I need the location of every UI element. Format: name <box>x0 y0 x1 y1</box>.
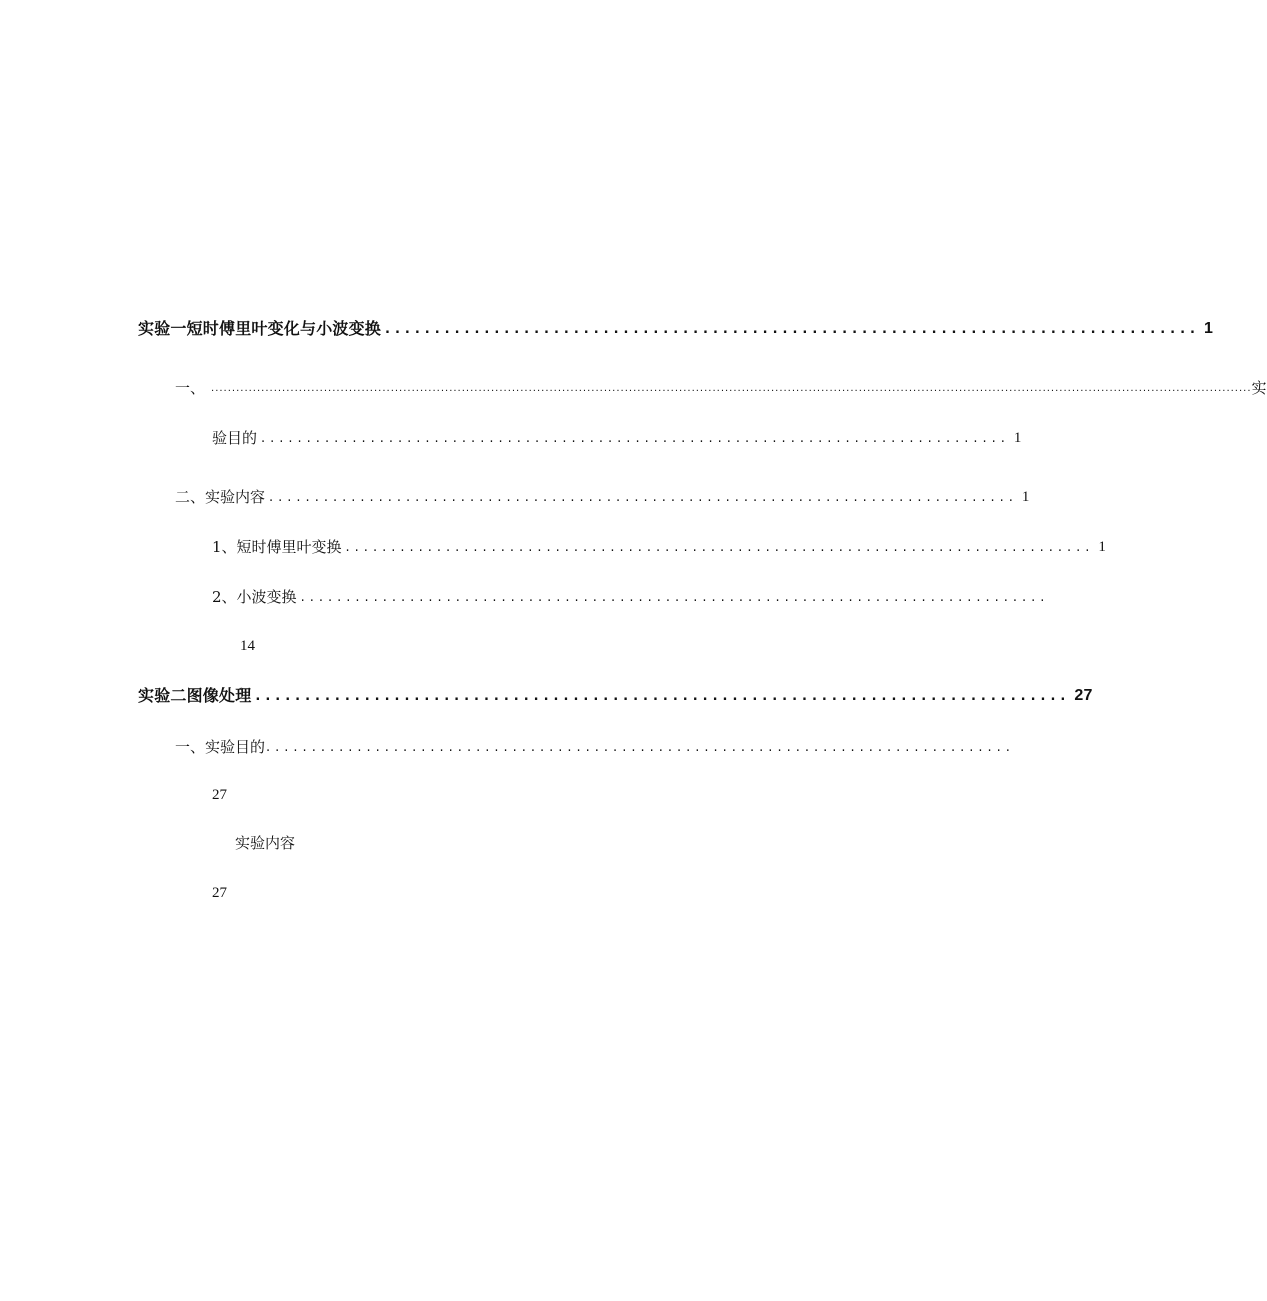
toc-chapter-2-title: 实验二图像处理 <box>138 686 252 705</box>
toc-ch1-sec2-page: 1 <box>1021 489 1030 505</box>
toc-ch2-sec1-marker: 一、 <box>175 738 206 756</box>
toc-ch1-sec1-wrap-char: 实 <box>1251 379 1267 397</box>
dot-leader: ......................................................................................................................................................................................................................................................... <box>211 383 1252 394</box>
toc-ch2-sec1-page: 27 <box>212 787 227 803</box>
toc-ch1-sub2-marker: 2、 <box>212 588 237 606</box>
toc-entry-ch1-section-2[interactable] <box>175 488 1030 506</box>
dot-leader: .................................................................................. <box>261 431 1010 446</box>
toc-ch1-sec1-title-cont: 验目的 <box>212 429 258 447</box>
dot-leader: .................................................................................. <box>266 740 1015 755</box>
toc-ch1-sec1-page: 1 <box>1013 430 1022 446</box>
toc-entry-ch1-section-1[interactable] <box>175 379 1267 397</box>
toc-ch1-sub1-title: 1、短时傅里叶变换 <box>212 538 342 556</box>
toc-ch1-sub2-page: 14 <box>240 638 255 654</box>
toc-ch1-sec2-title: 实验内容 <box>205 488 266 506</box>
toc-ch1-sub2-title: 小波变换 <box>236 588 297 606</box>
toc-entry-ch1-sub-2[interactable] <box>212 588 1050 606</box>
toc-ch1-sub1-page: 1 <box>1098 539 1106 555</box>
dot-leader: .................................................................................. <box>385 322 1200 337</box>
dot-leader: .................................................................................. <box>255 689 1071 704</box>
toc-chapter-2-page: 27 <box>1074 687 1093 704</box>
dot-leader: .................................................................................. <box>269 490 1018 505</box>
toc-ch1-sec2-marker: 二、 <box>175 488 206 506</box>
toc-entry-chapter-1[interactable] <box>138 319 1214 338</box>
toc-ch2-sec1-title: 实验目的 <box>205 738 266 756</box>
dot-leader: .................................................................................. <box>300 590 1050 605</box>
toc-entry-ch2-section-1[interactable] <box>175 738 1015 756</box>
toc-entry-ch1-section-1-cont[interactable] <box>212 429 1022 447</box>
toc-chapter-1-title: 实验一短时傅里叶变化与小波变换 <box>138 319 382 338</box>
toc-entry-ch1-sub-1[interactable] <box>212 538 1106 556</box>
toc-chapter-1-page: 1 <box>1203 320 1214 337</box>
toc-ch2-sec2-title[interactable]: 实验内容 <box>235 834 296 852</box>
toc-entry-chapter-2[interactable] <box>138 686 1093 705</box>
dot-leader: .................................................................................. <box>345 540 1095 555</box>
toc-ch1-sec1-marker: 一、 <box>175 379 206 397</box>
toc-ch2-sec2-page: 27 <box>212 885 227 901</box>
